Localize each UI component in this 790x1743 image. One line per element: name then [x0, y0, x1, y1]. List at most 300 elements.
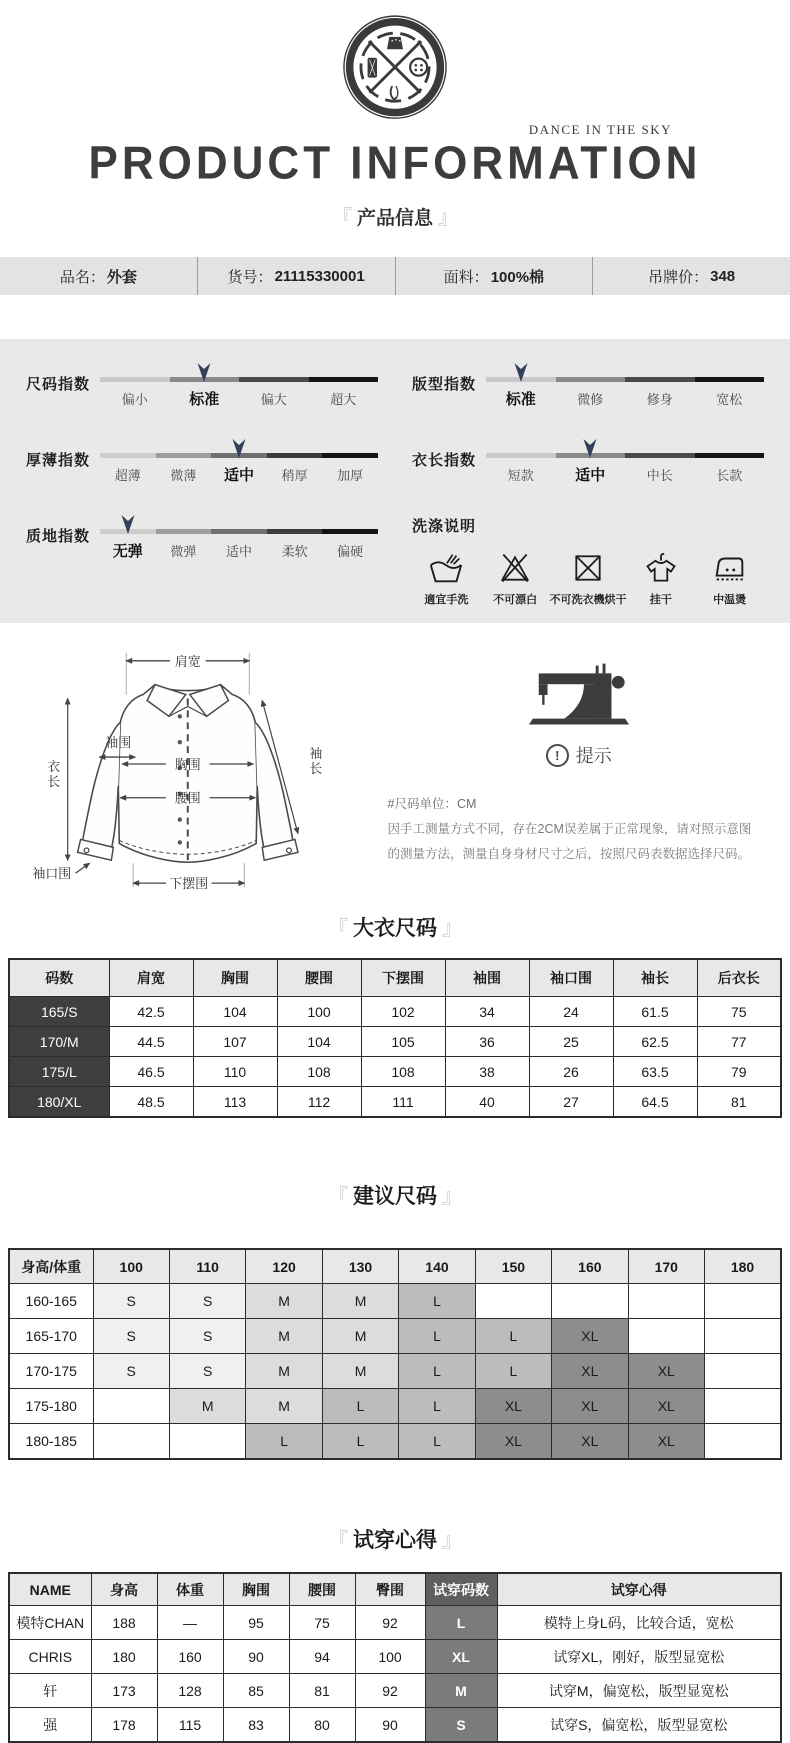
size-table-header: 袖口围	[529, 959, 613, 997]
size-value-cell: 42.5	[109, 997, 193, 1027]
fit-value-cell: 115	[157, 1708, 223, 1743]
fit-value-cell: 180	[91, 1640, 157, 1674]
index-option: 标准	[189, 391, 220, 408]
bracket-left: 『	[328, 1530, 348, 1552]
slider-bar	[100, 529, 378, 534]
product-fabric-cell	[396, 257, 594, 295]
size-value-cell: 104	[277, 1027, 361, 1057]
suggested-size-cell	[705, 1424, 782, 1460]
bracket-left: 『	[328, 918, 348, 940]
height-range-cell: 170-175	[9, 1354, 93, 1389]
size-table-header: 码数	[9, 959, 109, 997]
index-option: 长款	[716, 468, 743, 483]
fit-table-header: 胸围	[223, 1573, 289, 1606]
index-option: 稍厚	[281, 468, 308, 483]
fit-value-cell: —	[157, 1606, 223, 1640]
slider-labels	[486, 391, 764, 409]
size-table-header: 腰围	[277, 959, 361, 997]
washing-item-label: 中温燙	[713, 594, 747, 606]
suggested-size-cell: L	[399, 1354, 475, 1389]
table-row	[9, 1389, 781, 1424]
weight-header: 110	[169, 1249, 245, 1284]
suggested-size-cell: XL	[628, 1354, 704, 1389]
fitting-notes-table	[8, 1572, 782, 1743]
slider-segment	[625, 377, 695, 382]
index-option: 适中	[575, 467, 606, 484]
slider-labels	[486, 467, 764, 485]
garment-length-label: 衣长	[47, 758, 61, 789]
slider-segment	[625, 453, 695, 458]
weight-header: 140	[399, 1249, 475, 1284]
fit-value-cell: 强	[9, 1708, 91, 1743]
note-line: 的测量方法，测量自身身材尺寸之后，按照尺码表数据选择尺码。	[387, 847, 751, 861]
suggested-size-cell: L	[399, 1319, 475, 1354]
washing-item-label: 不可漂白	[493, 594, 538, 606]
index-option: 宽松	[716, 392, 743, 407]
fit-value-cell: 85	[223, 1674, 289, 1708]
slider-segment	[695, 377, 765, 382]
size-value-cell: 63.5	[613, 1057, 697, 1087]
suggested-size-cell	[705, 1319, 782, 1354]
table-row	[9, 1606, 781, 1640]
coat-size-title-text: 大衣尺码	[353, 917, 437, 940]
suggested-size-cell: M	[246, 1319, 322, 1354]
fit-value-cell: 178	[91, 1708, 157, 1743]
suggested-size-cell	[552, 1284, 628, 1319]
bracket-right: 』	[442, 1530, 462, 1552]
size-code-cell: 180/XL	[9, 1087, 109, 1118]
size-table-header: 胸围	[193, 959, 277, 997]
suggested-size-cell	[705, 1389, 782, 1424]
table-row	[9, 1573, 781, 1606]
table-row	[9, 1424, 781, 1460]
fit-value-cell: 轩	[9, 1674, 91, 1708]
hand-wash-icon	[412, 548, 481, 586]
shoulder-width-label: 肩宽	[174, 653, 201, 669]
suggested-size-cell: M	[322, 1354, 398, 1389]
size-value-cell: 26	[529, 1057, 613, 1087]
index-option: 偏小	[121, 392, 148, 407]
waist-label: 腰围	[174, 790, 201, 806]
slider-segment	[309, 377, 379, 382]
washing-item-label: 適宜手洗	[424, 594, 469, 606]
suggested-size-title	[0, 1180, 790, 1210]
suggested-size-cell: XL	[475, 1424, 551, 1460]
fitting-notes-title	[0, 1524, 790, 1554]
size-code-cell: 175/L	[9, 1057, 109, 1087]
index-option: 修身	[646, 392, 673, 407]
bracket-right: 』	[442, 1186, 462, 1208]
index-row-size	[26, 361, 378, 409]
iron-medium-icon	[695, 548, 764, 586]
tip-heading-text: 提示	[575, 746, 612, 766]
product-price-value: 348	[710, 267, 736, 285]
size-value-cell: 105	[361, 1027, 445, 1057]
suggested-size-cell	[169, 1424, 245, 1460]
weight-header: 150	[475, 1249, 551, 1284]
table-row	[9, 1249, 781, 1284]
height-range-cell: 160-165	[9, 1284, 93, 1319]
weight-header: 130	[322, 1249, 398, 1284]
slider-segment	[486, 453, 556, 458]
weight-header: 170	[628, 1249, 704, 1284]
bracket-right: 』	[442, 918, 462, 940]
suggested-size-cell: S	[169, 1354, 245, 1389]
index-option: 无弹	[112, 543, 143, 560]
table-row	[9, 1027, 781, 1057]
fit-value-cell: 160	[157, 1640, 223, 1674]
fit-comment-cell: 试穿XL，刚好，版型显宽松	[497, 1640, 781, 1674]
suggested-size-cell: XL	[552, 1389, 628, 1424]
suggested-size-cell: S	[169, 1284, 245, 1319]
index-option: 适中	[225, 544, 252, 559]
slider-segment	[267, 529, 323, 534]
suggested-size-cell: XL	[475, 1389, 551, 1424]
index-name: 衣长指数	[412, 452, 477, 469]
index-option: 超薄	[114, 468, 141, 483]
no-bleach-icon	[481, 548, 550, 586]
size-table-header: 下摆围	[361, 959, 445, 997]
weight-header: 120	[246, 1249, 322, 1284]
suggested-size-cell	[475, 1284, 551, 1319]
table-row	[9, 1057, 781, 1087]
suggested-size-cell	[705, 1284, 782, 1319]
index-option: 标准	[505, 391, 536, 408]
size-value-cell: 44.5	[109, 1027, 193, 1057]
table-row	[9, 1708, 781, 1743]
fit-comment-cell: 试穿S，偏宽松，版型显宽松	[497, 1708, 781, 1743]
fit-value-cell: 模特CHAN	[9, 1606, 91, 1640]
size-table-header: 肩宽	[109, 959, 193, 997]
washing-item	[550, 548, 627, 607]
fit-table-header: 腰围	[289, 1573, 355, 1606]
product-fabric-label: 面料：	[443, 268, 489, 286]
slider-marker-icon	[232, 437, 247, 458]
washing-item-label: 不可洗衣機烘干	[549, 594, 627, 606]
suggested-size-cell	[628, 1319, 704, 1354]
size-value-cell: 36	[445, 1027, 529, 1057]
fit-value-cell: 128	[157, 1674, 223, 1708]
fit-table-header: 身高	[91, 1573, 157, 1606]
washing-item	[627, 548, 696, 607]
slider-segment	[239, 377, 309, 382]
height-range-cell: 165-170	[9, 1319, 93, 1354]
suggested-size-cell: L	[246, 1424, 322, 1460]
slider-bar	[486, 453, 764, 458]
index-option: 微弹	[170, 544, 197, 559]
product-fabric-value: 100%棉	[490, 268, 545, 286]
size-value-cell: 24	[529, 997, 613, 1027]
alert-icon: !	[546, 744, 569, 767]
size-code-cell: 165/S	[9, 997, 109, 1027]
slider-segment	[695, 453, 765, 458]
index-option: 适中	[223, 467, 254, 484]
index-row-cut	[412, 361, 764, 409]
fit-table-header: 试穿心得	[497, 1573, 781, 1606]
suggested-size-cell: M	[322, 1319, 398, 1354]
washing-instructions	[412, 513, 764, 607]
suggested-size-cell: S	[93, 1354, 169, 1389]
fit-comment-cell: 模特上身L码，比较合适，宽松	[497, 1606, 781, 1640]
coat-size-table	[8, 958, 782, 1118]
header	[0, 0, 790, 229]
indices-panel	[0, 339, 790, 623]
table-row	[9, 1354, 781, 1389]
suggested-size-cell	[705, 1354, 782, 1389]
slider-segment	[211, 529, 267, 534]
suggested-size-cell: S	[169, 1319, 245, 1354]
bracket-left: 『	[331, 207, 352, 229]
size-value-cell: 102	[361, 997, 445, 1027]
no-tumble-dry-icon	[550, 548, 627, 586]
slider-segment	[100, 453, 156, 458]
product-sku-cell	[198, 257, 396, 295]
slider-segment	[156, 453, 212, 458]
table-row	[9, 1284, 781, 1319]
sewing-machine-icon	[372, 663, 786, 732]
slider-segment	[100, 377, 170, 382]
fit-table-header: 臀围	[355, 1573, 425, 1606]
fit-value-cell: 173	[91, 1674, 157, 1708]
suggested-size-cell: M	[246, 1389, 322, 1424]
bracket-left: 『	[328, 1186, 348, 1208]
fitting-notes-title-text: 试穿心得	[353, 1529, 437, 1552]
product-name-cell	[0, 257, 198, 295]
suggested-size-title-text: 建议尺码	[353, 1185, 437, 1208]
page-subtitle-text: 产品信息	[356, 208, 433, 229]
size-value-cell: 48.5	[109, 1087, 193, 1118]
size-value-cell: 64.5	[613, 1087, 697, 1118]
fit-value-cell: 90	[355, 1708, 425, 1743]
fit-value-cell: 92	[355, 1674, 425, 1708]
suggested-size-cell: S	[93, 1284, 169, 1319]
size-table-header: 袖围	[445, 959, 529, 997]
size-value-cell: 40	[445, 1087, 529, 1118]
fit-value-cell: 83	[223, 1708, 289, 1743]
fit-table-header: 试穿码数	[425, 1573, 497, 1606]
washing-item	[412, 548, 481, 607]
fit-value-cell: 75	[289, 1606, 355, 1640]
size-value-cell: 112	[277, 1087, 361, 1118]
hang-dry-icon	[627, 548, 696, 586]
length-index-slider	[486, 437, 764, 485]
slider-marker-icon	[197, 361, 212, 382]
bracket-right: 』	[438, 207, 458, 229]
weight-header: 100	[93, 1249, 169, 1284]
size-index-slider	[100, 361, 378, 409]
slider-marker-icon	[513, 361, 528, 382]
size-value-cell: 107	[193, 1027, 277, 1057]
table-row	[9, 1087, 781, 1118]
size-code-cell: 170/M	[9, 1027, 109, 1057]
fit-value-cell: 95	[223, 1606, 289, 1640]
suggested-size-cell: XL	[552, 1354, 628, 1389]
suggested-size-cell	[628, 1284, 704, 1319]
suggested-size-cell: XL	[552, 1424, 628, 1460]
fit-value-cell: CHRIS	[9, 1640, 91, 1674]
slider-segment	[322, 453, 378, 458]
fit-value-cell: 188	[91, 1606, 157, 1640]
slider-bar	[100, 377, 378, 382]
index-option: 微修	[577, 392, 604, 407]
washing-item-label: 挂干	[649, 594, 672, 606]
size-value-cell: 108	[361, 1057, 445, 1087]
product-sku-value: 21115330001	[274, 267, 365, 285]
suggested-size-cell: XL	[628, 1389, 704, 1424]
fit-table-header: 体重	[157, 1573, 223, 1606]
fit-size-cell: L	[425, 1606, 497, 1640]
index-row-thickness	[26, 437, 378, 485]
product-price-label: 吊牌价：	[648, 268, 709, 286]
index-option: 柔软	[281, 544, 308, 559]
table-row	[9, 959, 781, 997]
size-value-cell: 81	[697, 1087, 781, 1118]
suggested-size-cell: S	[93, 1319, 169, 1354]
size-value-cell: 34	[445, 997, 529, 1027]
suggested-size-cell: M	[322, 1284, 398, 1319]
sleeve-circumference-label: 袖围	[105, 735, 132, 751]
cut-index-slider	[486, 361, 764, 409]
suggested-size-cell: L	[399, 1389, 475, 1424]
size-value-cell: 111	[361, 1087, 445, 1118]
washing-item	[695, 548, 764, 607]
height-range-cell: 175-180	[9, 1389, 93, 1424]
size-value-cell: 38	[445, 1057, 529, 1087]
suggested-size-cell: L	[322, 1389, 398, 1424]
size-table-header: 后衣长	[697, 959, 781, 997]
index-row-length	[412, 437, 764, 485]
brand-logo-icon	[343, 10, 447, 135]
measurement-section	[0, 623, 790, 906]
size-value-cell: 61.5	[613, 997, 697, 1027]
coat-size-title	[0, 912, 790, 942]
slider-segment	[322, 529, 378, 534]
table-row	[9, 1319, 781, 1354]
size-value-cell: 108	[277, 1057, 361, 1087]
suggested-size-cell: M	[246, 1284, 322, 1319]
slider-segment	[556, 377, 626, 382]
suggested-size-cell: M	[169, 1389, 245, 1424]
weight-header: 160	[552, 1249, 628, 1284]
jacket-measurement-diagram	[4, 637, 372, 900]
size-value-cell: 62.5	[613, 1027, 697, 1057]
fit-size-cell: S	[425, 1708, 497, 1743]
suggested-size-cell: XL	[552, 1319, 628, 1354]
index-row-texture	[26, 513, 378, 607]
slider-marker-icon	[120, 513, 135, 534]
size-table-header: 袖长	[613, 959, 697, 997]
table-row	[9, 1640, 781, 1674]
fit-value-cell: 80	[289, 1708, 355, 1743]
index-name: 质地指数	[26, 528, 91, 545]
product-sku-label: 货号：	[227, 268, 273, 286]
slider-marker-icon	[583, 437, 598, 458]
table-row	[9, 997, 781, 1027]
tip-panel	[372, 637, 786, 900]
index-option: 短款	[507, 468, 534, 483]
size-value-cell: 79	[697, 1057, 781, 1087]
suggested-size-table	[8, 1248, 782, 1460]
thickness-index-slider	[100, 437, 378, 485]
texture-index-slider	[100, 513, 378, 561]
size-value-cell: 27	[529, 1087, 613, 1118]
size-value-cell: 110	[193, 1057, 277, 1087]
fit-value-cell: 94	[289, 1640, 355, 1674]
fit-table-header: NAME	[9, 1573, 91, 1606]
size-value-cell: 100	[277, 997, 361, 1027]
sleeve-length-label: 袖长	[309, 746, 323, 776]
cuff-label: 袖口围	[32, 866, 72, 882]
slider-segment	[267, 453, 323, 458]
chest-label: 胸围	[174, 756, 201, 772]
page-subtitle	[0, 201, 790, 230]
washing-item	[481, 548, 550, 607]
suggested-size-cell: L	[399, 1424, 475, 1460]
tip-heading	[372, 742, 786, 768]
index-option: 中长	[646, 468, 673, 483]
suggested-size-cell: XL	[628, 1424, 704, 1460]
height-range-cell: 180-185	[9, 1424, 93, 1460]
index-option: 偏大	[260, 392, 287, 407]
suggested-size-cell: L	[322, 1424, 398, 1460]
index-name: 尺码指数	[26, 376, 91, 393]
fit-comment-cell: 试穿M，偏宽松，版型显宽松	[497, 1674, 781, 1708]
slider-segment	[156, 529, 212, 534]
product-info-bar	[0, 257, 790, 295]
fit-value-cell: 100	[355, 1640, 425, 1674]
fit-size-cell: M	[425, 1674, 497, 1708]
suggested-size-cell	[93, 1389, 169, 1424]
suggested-size-cell: L	[475, 1319, 551, 1354]
size-value-cell: 25	[529, 1027, 613, 1057]
unit-note: #尺码单位：CM	[387, 797, 477, 811]
product-name-label: 品名：	[59, 268, 105, 286]
index-option: 微薄	[170, 468, 197, 483]
measurement-notes	[372, 792, 786, 867]
fit-size-cell: XL	[425, 1640, 497, 1674]
fit-value-cell: 90	[223, 1640, 289, 1674]
index-name: 版型指数	[412, 376, 477, 393]
height-weight-header: 身高/体重	[9, 1249, 93, 1284]
slider-labels	[100, 467, 378, 485]
hem-width-label: 下摆围	[169, 876, 209, 892]
suggested-size-cell: M	[246, 1354, 322, 1389]
index-option: 超大	[330, 392, 357, 407]
note-line: 因手工测量方式不同，存在2CM误差属于正常现象，请对照示意图	[387, 822, 752, 836]
suggested-size-cell	[93, 1424, 169, 1460]
product-name-value: 外套	[106, 268, 137, 286]
index-option: 加厚	[337, 468, 364, 483]
washing-title: 洗涤说明	[412, 518, 477, 535]
index-name: 厚薄指数	[26, 452, 91, 469]
size-value-cell: 46.5	[109, 1057, 193, 1087]
size-value-cell: 75	[697, 997, 781, 1027]
slider-labels	[100, 391, 378, 409]
size-value-cell: 104	[193, 997, 277, 1027]
suggested-size-cell: L	[475, 1354, 551, 1389]
weight-header: 180	[705, 1249, 782, 1284]
suggested-size-cell: L	[399, 1284, 475, 1319]
fit-value-cell: 81	[289, 1674, 355, 1708]
slider-labels	[100, 543, 378, 561]
washing-items	[412, 548, 764, 607]
index-option: 偏硬	[337, 544, 364, 559]
brand-tagline: DANCE IN THE SKY	[528, 122, 672, 137]
fit-value-cell: 92	[355, 1606, 425, 1640]
product-price-cell	[593, 257, 790, 295]
table-row	[9, 1674, 781, 1708]
size-value-cell: 113	[193, 1087, 277, 1118]
